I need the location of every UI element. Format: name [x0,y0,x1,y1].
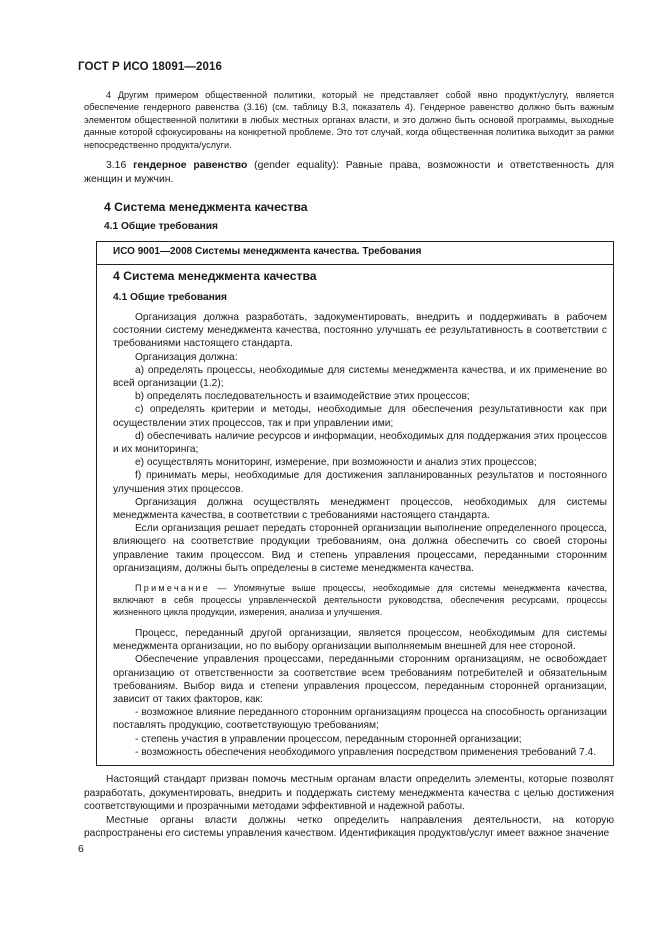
box-body-continued [113,627,607,759]
definition-term: гендерное равенство [133,160,248,171]
box-paragraph: Организация должна: [135,351,238,363]
body-paragraph: Местные органы власти должны четко определить направления деятельности, на которую распространены его системы управления качеством. Идентификация продуктов/услуг имеет важное значение [84,814,614,840]
document-header: ГОСТ Р ИСО 18091—2016 [78,61,223,73]
note-label: Примечание [135,583,211,593]
list-item: c) определять критерии и методы, необходимые для обеспечения результативности как при осуществлении этих процессов, так и при управлении ими; [113,404,607,429]
box-section-4-title: 4 Система менеджмента качества [113,269,317,283]
section-4-1-title: 4.1 Общие требования [104,221,218,232]
box-divider [97,264,613,265]
body-paragraph: Настоящий стандарт призван помочь местным органам власти определить элементы, которые позволят разработать, документировать, внедрить и поддержать систему менеджмента качества с целью достижения соответствующими и прозрачными методами эффективной и надежной работы. [84,774,614,813]
intro-note: 4 Другим примером общественной политики, который не представляет собой явно продукт/услугу, является обеспечение гендерного равенства (3.16) (см. таблицу В.3, показатель 4). Гендерное равенство должно быть важным элементом общественной политики в любых местных органах власти, и это должно быть основой программы, выходные данные которой сфокусированы на конкретной проблеме. Это тот случай, когда общественная политика выходит за рамки непосредственно продукта/услуги. [84,90,614,150]
box-paragraph: Процесс, переданный другой организации, является процессом, необходимым для системы менеджмента организации, но по выбору организации выполняемым внешней для нее стороной. [113,628,607,653]
box-paragraph: Организация должна разработать, задокументировать, внедрить и поддерживать в рабочем состоянии систему менеджмента качества, постоянно улучшать ее результативность в соответствии с требованиями настоящего стандарта. [113,312,607,350]
box-paragraph: Если организация решает передать сторонней организации выполнение определенного процесса, влияющего на соответствие продукции требованиям, она должна обеспечить со своей стороны управление таким процессом. Вид и степень управления процессами, переданными сторонним организациям, должны быть определены в системе менеджмента качества. [113,523,607,574]
list-item: b) определять последовательность и взаимодействие этих процессов; [135,391,470,403]
list-item: e) осуществлять мониторинг, измерение, при возможности и анализ этих процессов; [135,457,537,469]
dash-item: - степень участия в управлении процессом, переданным сторонней организации; [135,733,522,745]
definition-3-16 [84,159,614,186]
note-text: — Упомянутые выше процессы, необходимые для системы менеджмента качества, включают в себя процессы управленческой деятельности руководства, обеспечения ресурсами, процессы жизненного цикла продукции, измерения, анализа и улучшения. [113,583,607,618]
box-paragraph: Организация должна осуществлять менеджмент процессов, необходимых для системы менеджмента качества, в соответствии с требованиями настоящего стандарта. [113,496,607,522]
dash-item: - возможность обеспечения необходимого управления посредством применения требований 7.4. [135,746,597,758]
box-title: ИСО 9001—2008 Системы менеджмента качества. Требования [113,246,422,257]
box-note [113,582,607,618]
section-4-title: 4 Система менеджмента качества [104,200,308,214]
dash-item: - возможное влияние переданного сторонним организациям процесса на способность организации поставлять продукцию, соответствующую требованиям; [113,707,607,732]
page-number: 6 [78,843,84,855]
definition-text: (gender equality): Равные права, возможности и ответственность для женщин и мужчин. [84,160,614,185]
list-item: f) принимать меры, необходимые для достижения запланированных результатов и постоянного улучшения этих процессов. [113,470,607,495]
list-item: a) определять процессы, необходимые для системы менеджмента качества, и их применение во всей организации (1.2); [113,364,607,390]
after-box-text [84,773,614,841]
box-section-4-1-title: 4.1 Общие требования [113,292,227,303]
definition-number: 3.16 [106,160,127,171]
box-body [113,311,607,575]
box-paragraph: Обеспечение управления процессами, переданными сторонним организациям, не освобождает организацию от ответственности за соответствие всем требованиям потребителей и обязательным требованиям. Выбор вида и степени управления процессом, переданным сторонней организации, зависит от таких факторов, как: [113,654,607,706]
list-item: d) обеспечивать наличие ресурсов и информации, необходимых для поддержания этих процессов и их мониторинга; [113,430,607,456]
